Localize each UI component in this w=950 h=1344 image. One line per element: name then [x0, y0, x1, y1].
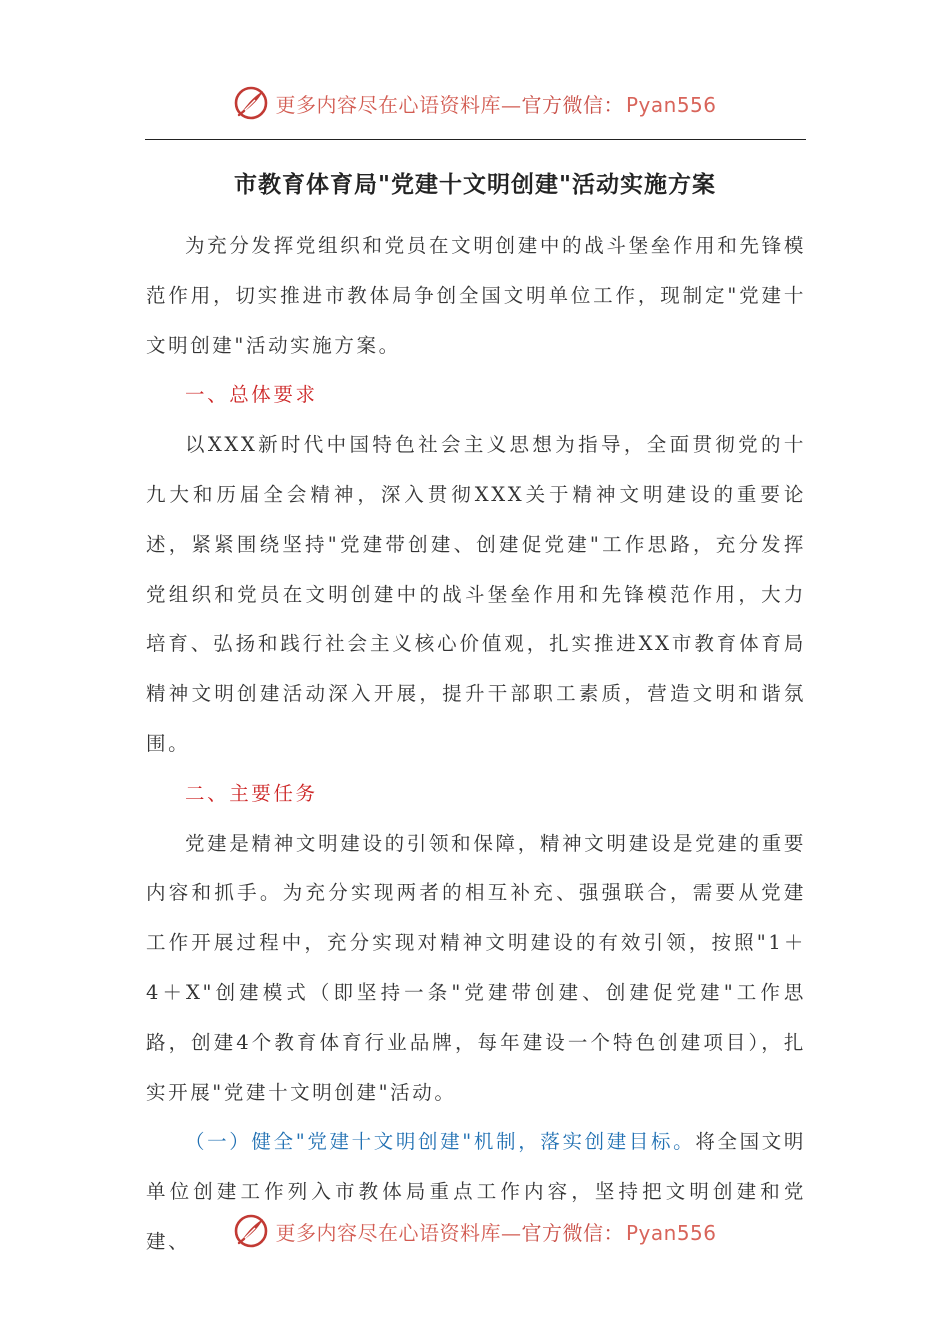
footer-banner [0, 1206, 950, 1256]
subheading-mechanism: （一）健全"党建十文明创建"机制，落实创建目标。 [185, 1130, 696, 1154]
section-heading-overall-requirements: 一、总体要求 [185, 383, 318, 407]
header-divider [145, 139, 806, 140]
paragraph-mechanism-text: 将全国文明单位创建工作列入市教体局重点工作内容，坚持把文明创建和党建、 [146, 1130, 806, 1253]
quill-logo-icon [233, 85, 269, 121]
paragraph-main-tasks: 党建是精神文明建设的引领和保障，精神文明建设是党建的重要内容和抓手。为充分实现两者的相互补充、强强联合，需要从党建工作开展过程中，充分实现对精神文明建设的有效引领，按照"1＋4＋X"创建模式（即坚持一条"党建带创建、创建促党建"工作思路，创建4个教育体育行业品牌，每年建设一个特色创建项目），扎实开展"党建十文明创建"活动。 [146, 831, 806, 1104]
document-body [146, 221, 806, 1267]
header-banner [0, 78, 950, 128]
section-heading-main-tasks: 二、主要任务 [185, 781, 318, 805]
banner-text: 更多内容尽在心语资料库—官方微信： Pyan556 [275, 92, 717, 117]
paragraph-overall-requirements: 以XXX新时代中国特色社会主义思想为指导，全面贯彻党的十九大和历届全会精神，深入贯彻XXX关于精神文明建设的重要论述，紧紧围绕坚持"党建带创建、创建促党建"工作思路，充分发挥党组织和党员在文明创建中的战斗堡垒作用和先锋模范作用，大力培育、弘扬和践行社会主义核心价值观，扎实推进XX市教育体育局精神文明创建活动深入开展，提升干部职工素质，营造文明和谐氛围。 [146, 433, 806, 755]
document-title: 市教育体育局"党建十文明创建"活动实施方案 [234, 172, 716, 198]
quill-logo-icon [233, 1213, 269, 1249]
banner-text: 更多内容尽在心语资料库—官方微信： Pyan556 [275, 1220, 717, 1245]
paragraph-intro: 为充分发挥党组织和党员在文明创建中的战斗堡垒作用和先锋模范作用，切实推进市教体局争创全国文明单位工作，现制定"党建十文明创建"活动实施方案。 [146, 234, 806, 357]
